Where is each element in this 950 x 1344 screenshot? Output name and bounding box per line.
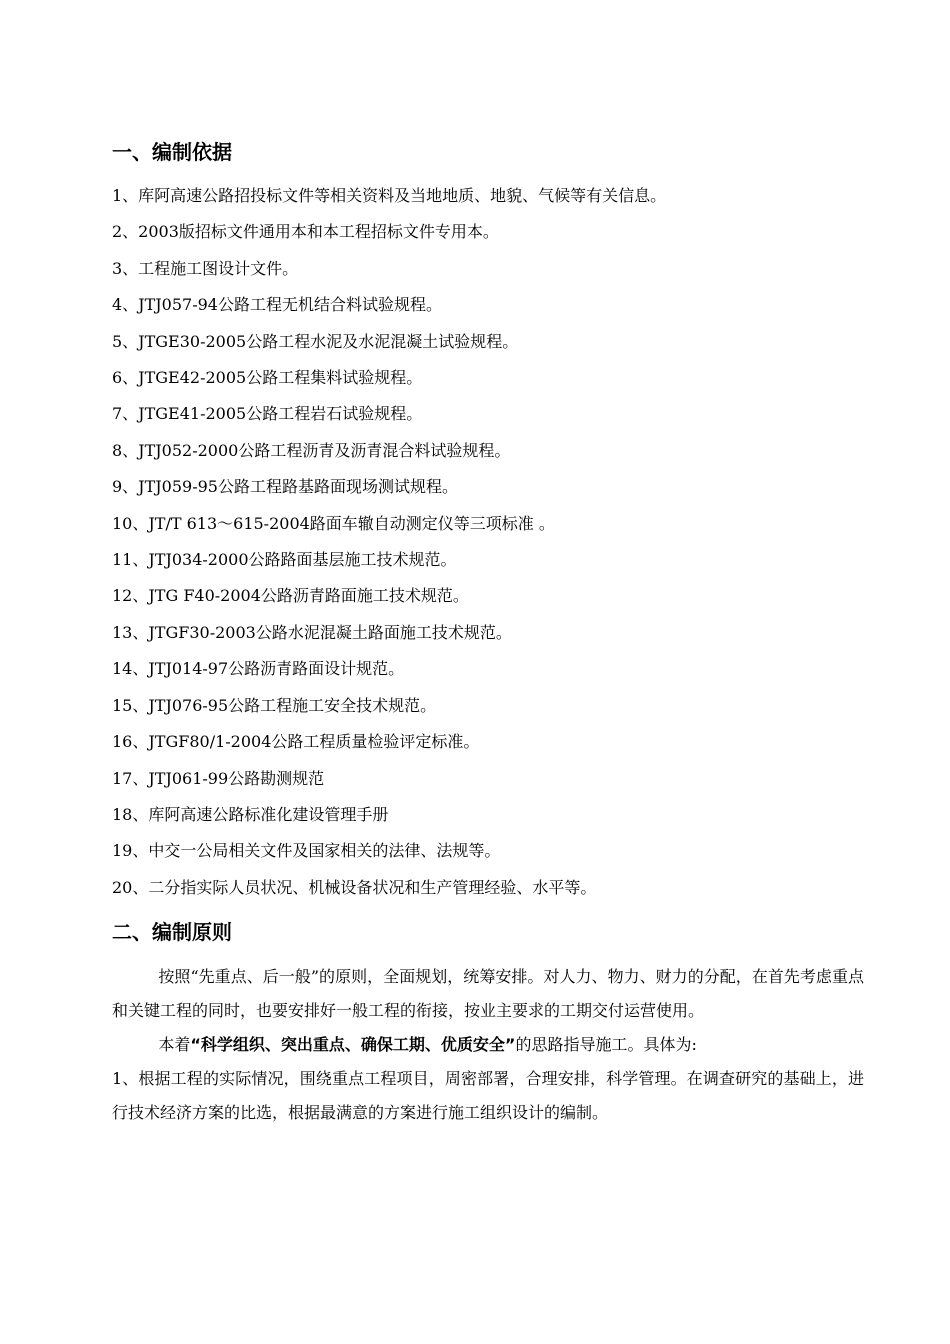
list-item: 11、JTJ034-2000公路路面基层施工技术规范。 — [112, 550, 457, 570]
guideline-paragraph — [112, 1028, 864, 1062]
list-item: 15、JTJ076-95公路工程施工安全技术规范。 — [112, 695, 437, 715]
list-item: 19、中交一公局相关文件及国家相关的法律、法规等。 — [112, 841, 501, 861]
detail-paragraph: 1、根据工程的实际情况，围绕重点工程项目，周密部署，合理安排，科学管理。在调查研究的基础上，进行技术经济方案的比选，根据最满意的方案进行施工组织设计的编制。 — [112, 1069, 864, 1123]
guideline-suffix: 的思路指导施工。具体为: — [515, 1035, 697, 1055]
list-item: 20、二分指实际人员状况、机械设备状况和生产管理经验、水平等。 — [112, 877, 597, 897]
guideline-prefix: 本着 — [158, 1035, 191, 1055]
list-item: 4、JTJ057-94公路工程无机结合料试验规程。 — [112, 295, 442, 315]
list-item: 13、JTGF30-2003公路水泥混凝土路面施工技术规范。 — [112, 622, 512, 642]
list-item: 16、JTGF80/1-2004公路工程质量检验评定标准。 — [112, 732, 480, 752]
guideline-emphasis: “科学组织、突出重点、确保工期、优质安全” — [190, 1035, 516, 1055]
list-item: 17、JTJ061-99公路勘测规范 — [112, 768, 325, 788]
list-item: 12、JTG F40-2004公路沥青路面施工技术规范。 — [112, 586, 469, 606]
list-item: 10、JT/T 613～615-2004路面车辙自动测定仪等三项标准 。 — [112, 513, 555, 533]
list-item: 14、JTJ014-97公路沥青路面设计规范。 — [112, 659, 405, 679]
list-item: 18、库阿高速公路标准化建设管理手册 — [112, 804, 389, 824]
list-item: 2、2003版招标文件通用本和本工程招标文件专用本。 — [112, 222, 499, 242]
list-item: 8、JTJ052-2000公路工程沥青及沥青混合料试验规程。 — [112, 440, 511, 460]
list-item: 9、JTJ059-95公路工程路基路面现场测试规程。 — [112, 477, 458, 497]
section-heading-principles: 二、编制原则 — [112, 920, 232, 945]
basis-list — [112, 178, 864, 906]
list-item: 6、JTGE42-2005公路工程集料试验规程。 — [112, 368, 423, 388]
section-heading-basis: 一、编制依据 — [112, 140, 232, 164]
list-item: 5、JTGE30-2005公路工程水泥及水泥混凝土试验规程。 — [112, 331, 519, 351]
list-item: 1、库阿高速公路招投标文件等相关资料及当地地质、地貌、气候等有关信息。 — [112, 186, 667, 205]
document-page — [112, 130, 864, 1130]
principle-paragraph: 按照“先重点、后一般”的原则，全面规划，统筹安排。对人力、物力、财力的分配，在首先考虑重点和关键工程的同时，也要安排好一般工程的衔接，按业主要求的工期交付运营使用。 — [112, 967, 864, 1021]
list-item: 3、工程施工图设计文件。 — [112, 258, 299, 278]
list-item: 7、JTGE41-2005公路工程岩石试验规程。 — [112, 404, 423, 424]
